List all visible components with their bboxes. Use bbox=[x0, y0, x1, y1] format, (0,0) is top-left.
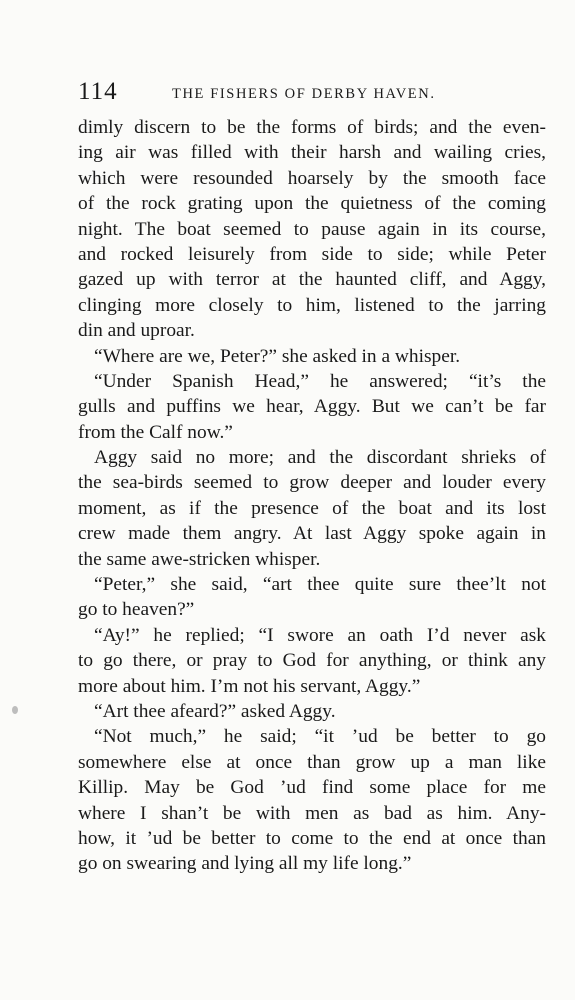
text-line: “Under Spanish Head,” he answered; “it’s the bbox=[94, 370, 546, 392]
text-line: of the rock grating upon the quietness of the coming bbox=[78, 193, 546, 215]
text-line: more about him. I’m not his servant, Aggy.” bbox=[78, 675, 421, 697]
text-line: which were resounded hoarsely by the smooth face bbox=[78, 167, 546, 189]
text-line: clinging more closely to him, listened to the jarring bbox=[78, 294, 546, 316]
text-line: Killip. May be God ’ud find some place for me bbox=[78, 777, 546, 799]
text-line: night. The boat seemed to pause again in its course, bbox=[78, 218, 546, 240]
text-line: the same awe-stricken whisper. bbox=[78, 548, 321, 570]
text-line: where I shan’t be with men as bad as him. Any- bbox=[78, 802, 546, 824]
text-line: crew made them angry. At last Aggy spoke again in bbox=[78, 523, 546, 545]
page-header bbox=[78, 78, 515, 106]
body-text bbox=[78, 115, 546, 877]
text-line: to go there, or pray to God for anything, or think any bbox=[78, 650, 546, 672]
text-line: gazed up with terror at the haunted cliff, and Aggy, bbox=[78, 269, 546, 291]
text-line: ing air was filled with their harsh and wailing cries, bbox=[78, 142, 546, 164]
text-line: Aggy said no more; and the discordant shrieks of bbox=[94, 447, 546, 469]
text-line: gulls and puffins we hear, Aggy. But we can’t be far bbox=[78, 396, 546, 418]
text-line: “Where are we, Peter?” she asked in a whisper. bbox=[94, 345, 461, 367]
text-line: how, it ’ud be better to come to the end at once than bbox=[78, 827, 546, 849]
text-line: somewhere else at once than grow up a man like bbox=[78, 751, 546, 773]
text-line: go on swearing and lying all my life long.” bbox=[78, 853, 412, 875]
text-line: the sea-birds seemed to grow deeper and louder every bbox=[78, 472, 546, 494]
page-number: 114 bbox=[78, 78, 118, 105]
text-line: “Not much,” he said; “it ’ud be better to go bbox=[94, 726, 546, 748]
text-line: and rocked leisurely from side to side; while Peter bbox=[78, 243, 546, 265]
text-line: “Ay!” he replied; “I swore an oath I’d never ask bbox=[94, 624, 546, 646]
text-line: moment, as if the presence of the boat and its lost bbox=[78, 497, 546, 519]
running-head: THE FISHERS OF DERBY HAVEN. bbox=[172, 86, 436, 102]
text-line: “Peter,” she said, “art thee quite sure thee’lt not bbox=[94, 574, 546, 596]
text-line: din and uproar. bbox=[78, 320, 195, 342]
text-line: “Art thee afeard?” asked Aggy. bbox=[94, 700, 336, 722]
text-line: go to heaven?” bbox=[78, 599, 195, 621]
text-line: dimly discern to be the forms of birds; and the even- bbox=[78, 117, 546, 138]
paper-blemish bbox=[12, 706, 18, 714]
text-line: from the Calf now.” bbox=[78, 421, 233, 443]
